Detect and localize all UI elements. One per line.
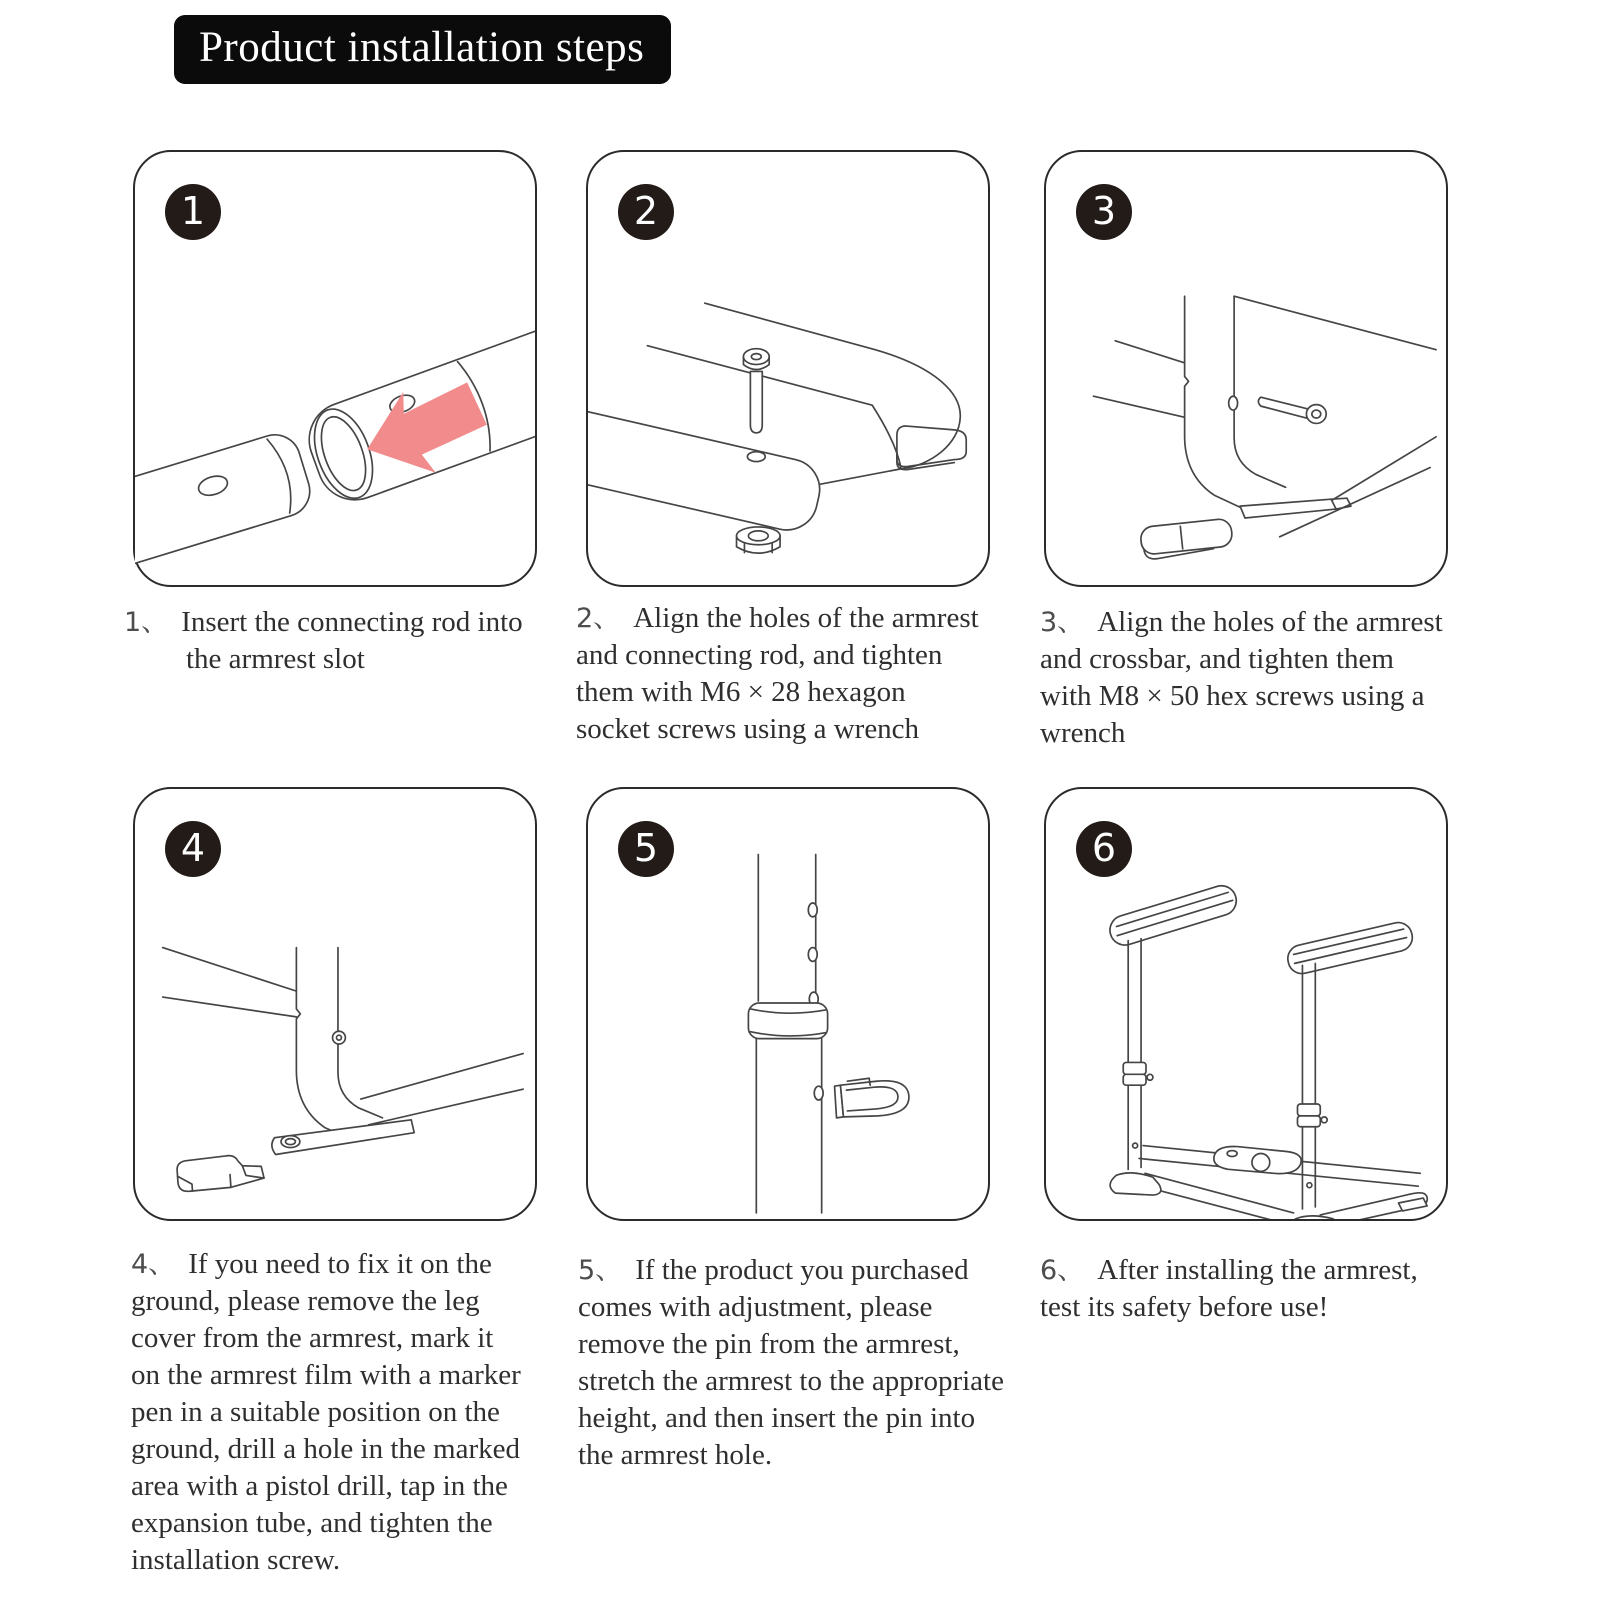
adjustment-collar	[748, 1003, 827, 1039]
step-1-panel	[133, 150, 537, 587]
step-6-caption-number: 6、	[1040, 1255, 1085, 1286]
step-2-caption: 2、 Align the holes of the armrest and connecting rod, and tighten them with M6 × 28 hexagon socket screws using a wrench	[576, 602, 979, 745]
step-3-panel	[1044, 150, 1448, 587]
lower-tube	[756, 1039, 823, 1213]
step-6-caption: 6、 After installing the armrest, test its safety before use!	[1040, 1254, 1418, 1323]
step-6-badge: 6	[1076, 821, 1132, 877]
foot-bar	[1240, 498, 1351, 518]
step-1-caption-number: 1、	[124, 607, 169, 638]
step-5-panel	[586, 787, 990, 1221]
bed-frame-lines	[1094, 296, 1437, 537]
leg-cover	[1140, 518, 1234, 560]
connecting-rod-tube	[588, 394, 826, 536]
step-4-caption-number: 4、	[131, 1249, 176, 1280]
step-2-panel	[586, 150, 990, 587]
right-foot	[1287, 1216, 1342, 1219]
step-5-caption-number: 5、	[578, 1255, 623, 1286]
step-2-badge: 2	[618, 184, 674, 240]
base-right-tube	[1320, 1193, 1427, 1219]
hex-socket-bolt-icon	[743, 349, 769, 433]
armrest-tube-left	[135, 428, 316, 581]
step-1-caption: 1、 Insert the connecting rod into the armrest slot	[124, 606, 523, 675]
step-4-panel	[133, 787, 537, 1221]
connecting-rod	[299, 306, 535, 511]
step-3-badge: 3	[1076, 184, 1132, 240]
step-3-caption-number: 3、	[1040, 607, 1085, 638]
step-6-panel	[1044, 787, 1448, 1221]
upper-telescoping-tube	[758, 854, 818, 1005]
base-front-tube	[1139, 1173, 1293, 1219]
removed-leg-cover	[176, 1153, 264, 1192]
hex-screw-icon	[1258, 397, 1326, 423]
base-plate	[1214, 1146, 1301, 1173]
step-5-badge: 5	[618, 821, 674, 877]
mounting-bar	[272, 1120, 414, 1155]
step-4-caption: 4、 If you need to fix it on the ground, please remove the leg cover from the armrest, mark it on the armrest film with a marker pen in a suitable position on the ground, drill a hole in the marked area with a pistol drill, tap in the expansion tube, and tighten the installation screw.	[131, 1248, 521, 1576]
base-tube-lines	[361, 1054, 523, 1125]
screw-head-icon	[333, 1031, 346, 1044]
step-3-caption: 3、 Align the holes of the armrest and crossbar, and tighten them with M8 × 50 hex screws using a wrench	[1040, 606, 1443, 749]
lock-pin-icon	[835, 1078, 909, 1118]
page-title: Product installation steps	[174, 15, 671, 84]
step-4-badge: 4	[165, 821, 221, 877]
lock-nut-icon	[737, 527, 781, 553]
step-1-badge: 1	[165, 184, 221, 240]
crossbar-lines	[163, 948, 297, 1017]
step-5-caption: 5、 If the product you purchased comes with adjustment, please remove the pin from the armrest, stretch the armrest to the appropriate height, and then insert the pin into the armrest hole.	[578, 1254, 1004, 1471]
step-2-caption-number: 2、	[576, 603, 621, 634]
